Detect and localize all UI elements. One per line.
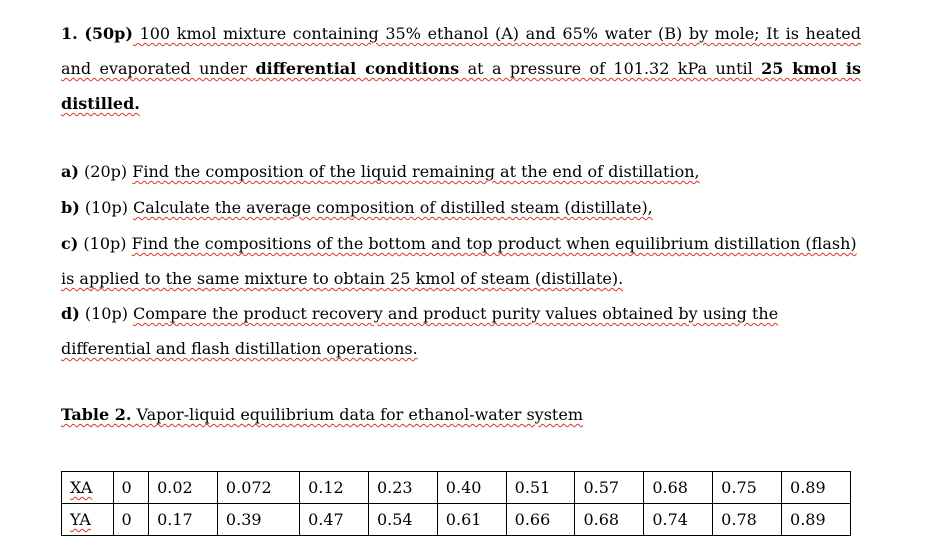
table-cell: 0.12: [300, 472, 369, 504]
table-cell: 0.02: [149, 472, 218, 504]
table-cell: 0.40: [437, 472, 506, 504]
problem-text-line1: 100 kmol mixture containing 35% ethanol (A) and 65% water (B) by mole; It is heated and evaporated under: [61, 24, 861, 78]
table-cell: 0.89: [782, 472, 851, 504]
table-caption-label: Table 2.: [61, 405, 132, 424]
row-header-cell: [62, 472, 114, 504]
part-d: [61, 296, 861, 366]
part-label: d): [61, 304, 80, 323]
table-cell: 0.89: [782, 504, 851, 536]
vle-data-table: [61, 471, 851, 536]
table-cell: 0.68: [575, 504, 644, 536]
table-cell: 0.39: [217, 504, 299, 536]
problem-text-line2: at a pressure of 101.32 kPa until: [459, 59, 762, 78]
part-points: (10p): [84, 198, 128, 217]
table-row: [62, 504, 851, 536]
table-caption-text: Vapor-liquid equilibrium data for ethanol-water system: [131, 405, 583, 424]
problem-number: 1.: [61, 24, 78, 43]
table-cell: 0.66: [506, 504, 575, 536]
table-cell: 0.57: [575, 472, 644, 504]
part-text: Compare the product recovery and product purity values obtained by using the differential and flash distillation operations.: [61, 304, 779, 358]
table-cell: 0.61: [437, 504, 506, 536]
part-text: Calculate the average composition of distilled steam (distillate),: [133, 198, 653, 217]
table-caption: [61, 400, 583, 430]
table-cell: 0.23: [368, 472, 437, 504]
part-c: [61, 226, 861, 296]
problem-statement: [61, 16, 861, 121]
table-cell: 0.74: [644, 504, 713, 536]
row-header-label: YA: [70, 510, 91, 529]
table-cell: 0.78: [713, 504, 782, 536]
part-points: (10p): [84, 304, 128, 323]
table-cell: 0.68: [644, 472, 713, 504]
part-label: a): [61, 162, 79, 181]
table-cell: 0.17: [149, 504, 218, 536]
table-cell: 0.75: [713, 472, 782, 504]
problem-points: (50p): [84, 24, 133, 43]
part-points: (20p): [84, 162, 128, 181]
part-b: [61, 190, 861, 225]
problem-amount: 25 kmol is distilled.: [61, 59, 861, 113]
row-header-cell: [62, 504, 114, 536]
row-header-label: XA: [70, 478, 93, 497]
part-a: [61, 154, 861, 189]
part-text: Find the compositions of the bottom and top product when equilibrium distillation (flash) is applied to the same mixture to obtain 25 kmol of steam (distillate).: [61, 234, 857, 288]
part-text: Find the composition of the liquid remaining at the end of distillation,: [132, 162, 700, 181]
table-cell: 0: [113, 472, 149, 504]
problem-bold-term: differential conditions: [255, 59, 460, 78]
table-cell: 0.54: [368, 504, 437, 536]
table-cell: 0.51: [506, 472, 575, 504]
table-cell: 0.47: [300, 504, 369, 536]
part-points: (10p): [83, 234, 127, 253]
part-label: c): [61, 234, 79, 253]
table-row: [62, 472, 851, 504]
table-cell: 0: [113, 504, 149, 536]
part-label: b): [61, 198, 80, 217]
table-cell: 0.072: [217, 472, 299, 504]
